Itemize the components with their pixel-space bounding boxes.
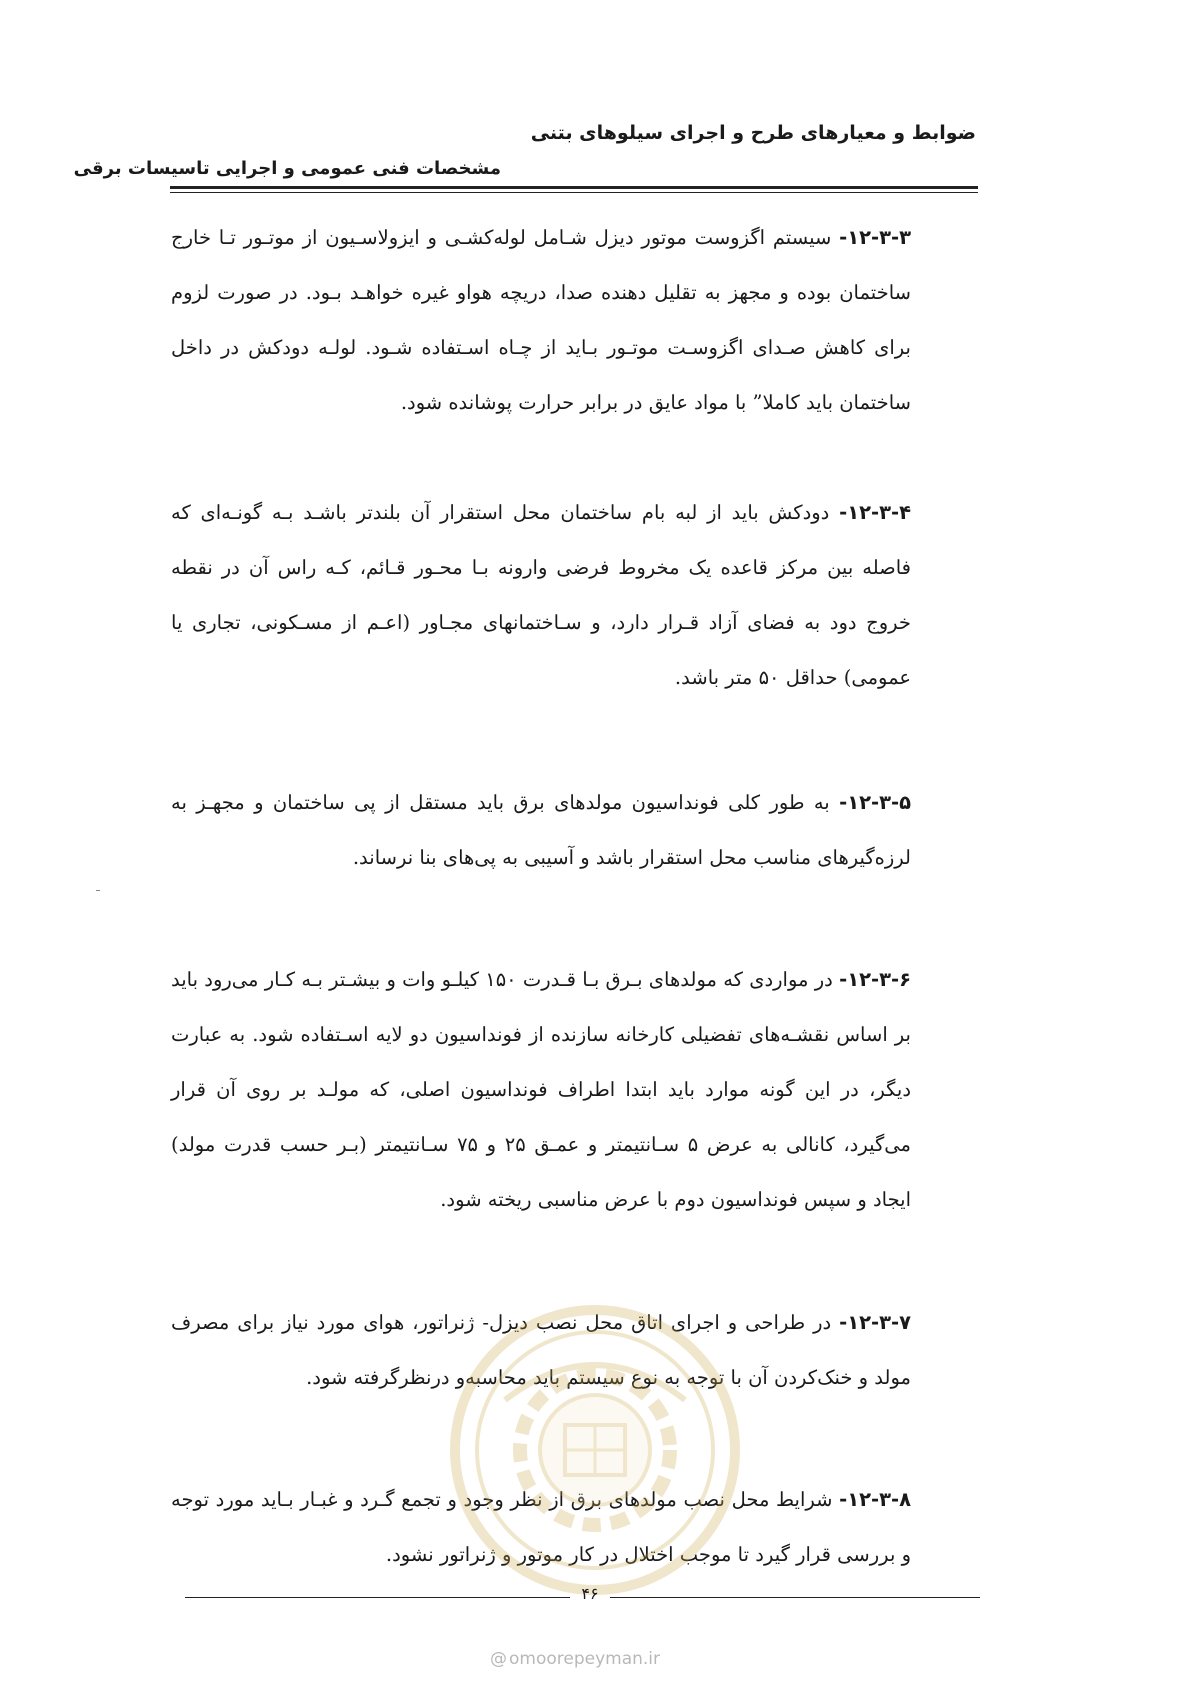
- paragraph-text: به طور کلی فونداسیون مولدهای برق باید مستقل از پی ساختمان و مجهـز به لرزه‌گیرهای مناسب محل استقرار باشد و آسیبی به پی‌های بنا نرساند.: [171, 791, 911, 869]
- paragraph-text: شرایط محل نصب مولدهای برق از نظر وجود و تجمع گـرد و غبـار بـاید مورد توجه و بررسی قرار گیرد تا موجب اختلال در کار موتور و ژنراتور نشود.: [171, 1488, 911, 1566]
- paragraph-text: در طراحی و اجرای اتاق محل نصب دیزل- ژنراتور، هوای مورد نیاز برای مصرف مولد و خنک‌کردن آن با توجه به نوع سیستم باید محاسبه‌و درنظرگرفته شود.: [171, 1311, 911, 1389]
- footer-rule-right: [610, 1597, 980, 1598]
- paragraph-number: ۱۲-۳-۴-: [839, 501, 911, 524]
- paragraph-number: ۱۲-۳-۸-: [839, 1488, 911, 1511]
- paragraph-number: ۱۲-۳-۷-: [839, 1311, 911, 1334]
- watermark-site-text: omoorepeyman.ir: [509, 1649, 661, 1669]
- paragraph-12-3-3: [171, 210, 911, 430]
- paragraph-12-3-6: [171, 952, 911, 1227]
- paragraph-number: ۱۲-۳-۳-: [839, 226, 911, 249]
- header-title-sub: مشخصات فنی عمومی و اجرایی تاسیسات برقی: [73, 158, 501, 179]
- header-rule-thin: [170, 192, 978, 193]
- paragraph-12-3-5: [171, 775, 911, 885]
- footer-rule-left: [185, 1597, 570, 1598]
- paragraph-text: دودکش باید از لبه بام ساختمان محل استقرار آن بلندتر باشـد بـه گونـه‌ای که فاصله بین مرکز قاعده یک مخروط فرضی وارونه بـا محـور قـائم، کـه راس آن در نقطه خروج دود به فضای آزاد قـرار دارد، و سـاختمانهای مجـاور (اعـم از مسـکونی، تجاری یا عمومی) حداقل ۵۰ متر باشد.: [171, 501, 911, 689]
- header-title-main: ضوابط و معیارهای طرح و اجرای سیلوهای بتنی: [530, 122, 976, 144]
- at-icon: @: [490, 1649, 507, 1669]
- paragraph-text: سیستم اگزوست موتور دیزل شـامل لوله‌کشـی و ایزولاسـیون از موتـور تـا خارج ساختمان بوده و مجهز به تقلیل دهنده صدا، دریچه هواو غیره خواهـد بـود. در صورت لزوم برای کاهش صـدای اگزوسـت موتـور بـاید از چـاه اسـتفاده شـود. لولـه دودکش در داخل ساختمان باید کاملا” با مواد عایق در برابر حرارت پوشانده شود.: [171, 226, 911, 414]
- paragraph-number: ۱۲-۳-۵-: [839, 791, 911, 814]
- page-number: ۴۶: [581, 1584, 599, 1603]
- watermark-site: [490, 1649, 660, 1669]
- omoore-peyman-seal-icon: [445, 1300, 745, 1600]
- paragraph-number: ۱۲-۳-۶-: [839, 968, 911, 991]
- margin-mark: [96, 890, 100, 891]
- paragraph-12-3-4: [171, 485, 911, 705]
- paragraph-text: در مواردی که مولدهای بـرق بـا قـدرت ۱۵۰ کیلـو وات و بیشـتر بـه کـار می‌رود باید بر اساس نقشـه‌های تفضیلی کارخانه سازنده از فونداسیون دو لایه اسـتفاده شود. به عبارت دیگر، در این گونه موارد باید ابتدا اطراف فونداسیون اصلی، که مولـد بر روی آن قرار می‌گیرد، کانالی به عرض ۵ سـانتیمتر و عمـق ۲۵ و ۷۵ سـانتیمتر (بـر حسب قدرت مولد) ایجاد و سپس فونداسیون دوم با عرض مناسبی ریخته شود.: [171, 968, 911, 1211]
- header-rule-thick: [170, 186, 978, 189]
